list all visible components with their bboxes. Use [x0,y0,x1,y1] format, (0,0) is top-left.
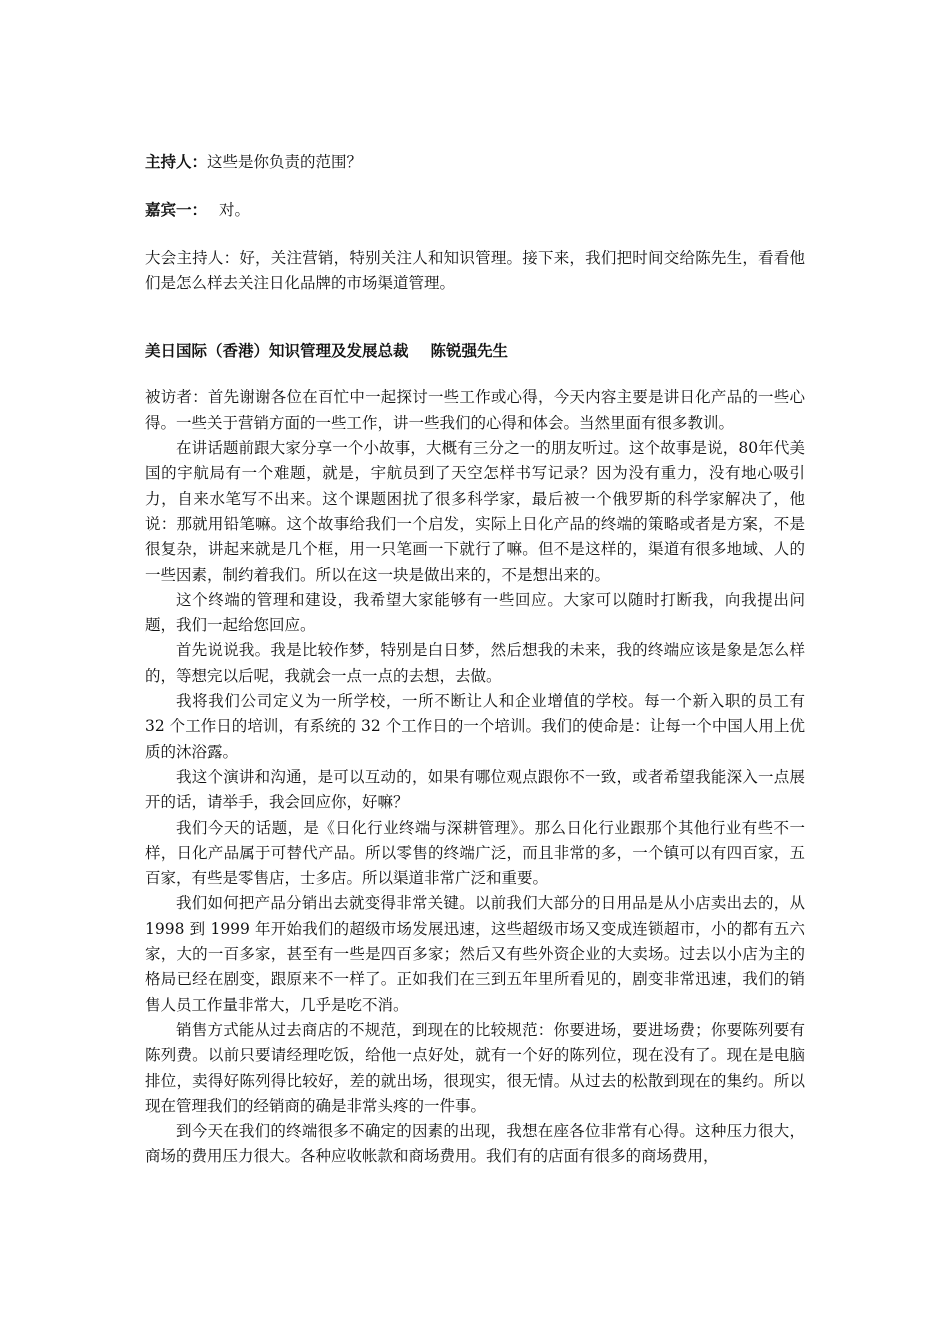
paragraph: 在讲话题前跟大家分享一个小故事，大概有三分之一的朋友听过。这个故事是说，80年代美国的宇航局有一个难题，就是，宇航员到了天空怎样书写记录？因为没有重力，没有地心吸引力，自来水笔写不出来。这个课题困扰了很多科学家，最后被一个俄罗斯的科学家解决了，他说：那就用铅笔嘛。这个故事给我们一个启发，实际上日化产品的终端的策略或者是方案，不是很复杂，讲起来就是几个框，用一只笔画一下就行了嘛。但不是这样的，渠道有很多地域、人的一些因素，制约着我们。所以在这一块是做出来的，不是想出来的。 [145,439,805,584]
dialogue-line-host [145,149,805,175]
speaker-label: 主持人： [145,152,208,171]
paragraph: 被访者：首先谢谢各位在百忙中一起探讨一些工作或心得，今天内容主要是讲日化产品的一些心得。一些关于营销方面的一些工作，讲一些我们的心得和体会。当然里面有很多教训。 [145,388,805,432]
paragraph: 这个终端的管理和建设，我希望大家能够有一些回应。大家可以随时打断我，向我提出问题，我们一起给您回应。 [145,590,805,635]
section-title: 美日国际（香港）知识管理及发展总裁 [145,341,409,361]
paragraph: 销售方式能从过去商店的不规范，到现在的比较规范：你要进场，要进场费；你要陈列要有陈列费。以前只要请经理吃饭，给他一点好处，就有一个好的陈列位，现在没有了。现在是电脑排位，卖得好陈列得比较好，差的就出场，很现实，很无情。从过去的松散到现在的集约。所以现在管理我们的经销商的确是非常头疼的一件事。 [145,1020,805,1115]
section-heading [145,338,805,363]
dialogue-text: 对。 [219,201,251,220]
document-body [145,149,805,1170]
paragraph: 我这个演讲和沟通，是可以互动的，如果有哪位观点跟你不一致，或者希望我能深入一点展开的话，请举手，我会回应你，好嘛？ [145,767,805,812]
paragraph: 到今天在我们的终端很多不确定的因素的出现，我想在座各位非常有心得。这种压力很大，商场的费用压力很大。各种应收帐款和商场费用。我们有的店面有很多的商场费用， [145,1122,805,1166]
paragraph: 我们如何把产品分销出去就变得非常关键。以前我们大部分的日用品是从小店卖出去的，从 1998 到 1999 年开始我们的超级市场发展迅速，这些超级市场又变成连锁超市，小的都有五六家，大的一百多家，甚至有一些是四百多家；然后又有些外资企业的大卖场。过去以小店为主的格局已经在剧变，跟原来不一样了。正如我们在三到五年里所看见的，剧变非常迅速，我们的销售人员工作量非常大，几乎是吃不消。 [145,894,805,1014]
paragraph: 我将我们公司定义为一所学校，一所不断让人和企业增值的学校。每一个新入职的员工有 32 个工作日的培训，有系统的 32 个工作日的一个培训。我们的使命是：让每一个中国人用上优质的沐浴露。 [145,692,805,761]
paragraph: 我们今天的话题，是《日化行业终端与深耕管理》。那么日化行业跟那个其他行业有些不一样，日化产品属于可替代产品。所以零售的终端广泛，而且非常的多，一个镇可以有四百家，五百家，有些是零售店，士多店。所以渠道非常广泛和重要。 [145,818,805,888]
dialogue-text: 这些是你负责的范围？ [207,153,363,171]
speaker-name: 陈锐强先生 [430,341,509,361]
host-remark: 大会主持人：好，关注营销，特别关注人和知识管理。接下来，我们把时间交给陈先生，看看他们是怎么样去关注日化品牌的市场渠道管理。 [145,248,805,292]
dialogue-line-guest [145,197,805,223]
speaker-label: 嘉宾一： [145,200,208,220]
paragraph: 首先说说我。我是比较作梦，特别是白日梦，然后想我的未来，我的终端应该是象是怎么样的，等想完以后呢，我就会一点一点的去想，去做。 [145,641,805,685]
